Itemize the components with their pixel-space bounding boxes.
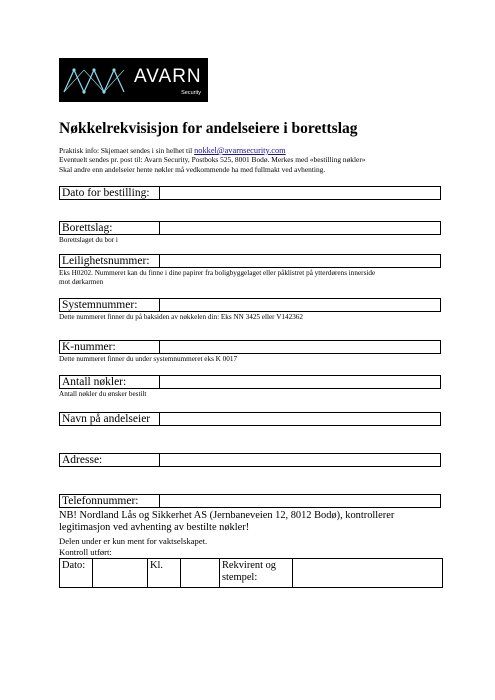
field-adresse — [59, 453, 441, 467]
knr-hint: Dette nummeret finner du under systemnummeret eks K 0017 — [59, 355, 238, 363]
field-telefon-input[interactable] — [160, 495, 440, 507]
control-time-label: Kl. — [148, 559, 181, 588]
leilighet-hint-line1: Eks H0202. Nummeret kan du finne i dine papirer fra boligbyggelaget eller påklistret på ytterdørens innerside — [59, 269, 376, 277]
avarn-logo — [59, 58, 208, 102]
field-dato-label: Dato for bestilling: — [60, 187, 160, 199]
field-dato-input[interactable] — [160, 187, 440, 199]
intro-line1: Praktisk info: Skjemaet sendes i sin helhet til — [59, 146, 195, 155]
email-link[interactable]: nokkel@avarnsecurity.com — [194, 146, 286, 155]
field-knr-input[interactable] — [160, 341, 440, 353]
field-knr — [59, 340, 441, 354]
field-system-input[interactable] — [160, 299, 440, 311]
control-table — [59, 558, 443, 588]
field-system — [59, 298, 441, 312]
leilighet-hint — [59, 269, 375, 287]
control-requester-input[interactable] — [293, 559, 443, 588]
intro-line2: Eventuelt sendes pr. post til: Avarn Security, Postboks 525, 8001 Bodø. Merkes med «bestilling nøkler» — [59, 155, 366, 165]
control-time-input[interactable] — [181, 559, 220, 588]
notice-line2: legitimasjon ved avhenting av bestilte nøkler! — [59, 522, 250, 534]
antall-hint: Antall nøkler du ønsker bestilt — [59, 390, 147, 398]
field-leilighet-label: Leilighetsnummer: — [60, 255, 160, 267]
field-borettslag-label: Borettslag: — [60, 222, 160, 234]
field-dato — [59, 186, 441, 200]
system-hint: Dette nummeret finner du på baksiden av nøkkelen din: Eks NN 3425 eller V142362 — [59, 313, 303, 321]
field-telefon-label: Telefonnummer: — [60, 495, 160, 507]
control-label: Kontroll utført: — [59, 547, 112, 557]
control-requester-label — [220, 559, 293, 588]
notice-line1: NB! Nordland Lås og Sikkerhet AS (Jernbaneveien 12, 8012 Bodø), kontrollerer — [59, 510, 395, 521]
field-adresse-label: Adresse: — [60, 454, 160, 466]
field-leilighet-input[interactable] — [160, 255, 440, 267]
field-navn-label: Navn på andelseier — [60, 413, 160, 425]
field-navn-input[interactable] — [160, 413, 440, 425]
field-antall-input[interactable] — [160, 376, 440, 388]
field-adresse-input[interactable] — [160, 454, 440, 466]
field-borettslag — [59, 221, 441, 235]
control-date-label: Dato: — [60, 559, 93, 588]
borettslag-hint: Borettslaget du bor i — [59, 236, 118, 244]
control-requester-line1: Rekvirent og — [222, 560, 276, 571]
staff-only-note: Delen under er kun ment for vaktselskapet. — [59, 536, 208, 546]
logo-brand: AVARN — [134, 66, 202, 87]
intro-text — [59, 146, 365, 174]
logo-sub: Security — [181, 90, 201, 96]
field-borettslag-input[interactable] — [160, 222, 440, 234]
control-requester-line2: stempel: — [222, 572, 258, 583]
notice-text — [59, 510, 394, 535]
control-date-input[interactable] — [93, 559, 148, 588]
page-title: Nøkkelrekvisisjon for andelseiere i borettslag — [59, 120, 358, 137]
field-antall-label: Antall nøkler: — [60, 376, 160, 388]
field-knr-label: K-nummer: — [60, 341, 160, 353]
field-leilighet — [59, 254, 441, 268]
field-telefon — [59, 494, 441, 508]
field-antall — [59, 375, 441, 389]
leilighet-hint-line2: mot dørkarmen — [59, 278, 104, 287]
field-system-label: Systemnummer: — [60, 299, 160, 311]
intro-line3: Skal andre enn andelseier hente nøkler må vedkommende ha med fullmakt ved avhenting. — [59, 164, 326, 174]
logo-mark-icon — [62, 62, 132, 98]
field-navn — [59, 412, 441, 426]
